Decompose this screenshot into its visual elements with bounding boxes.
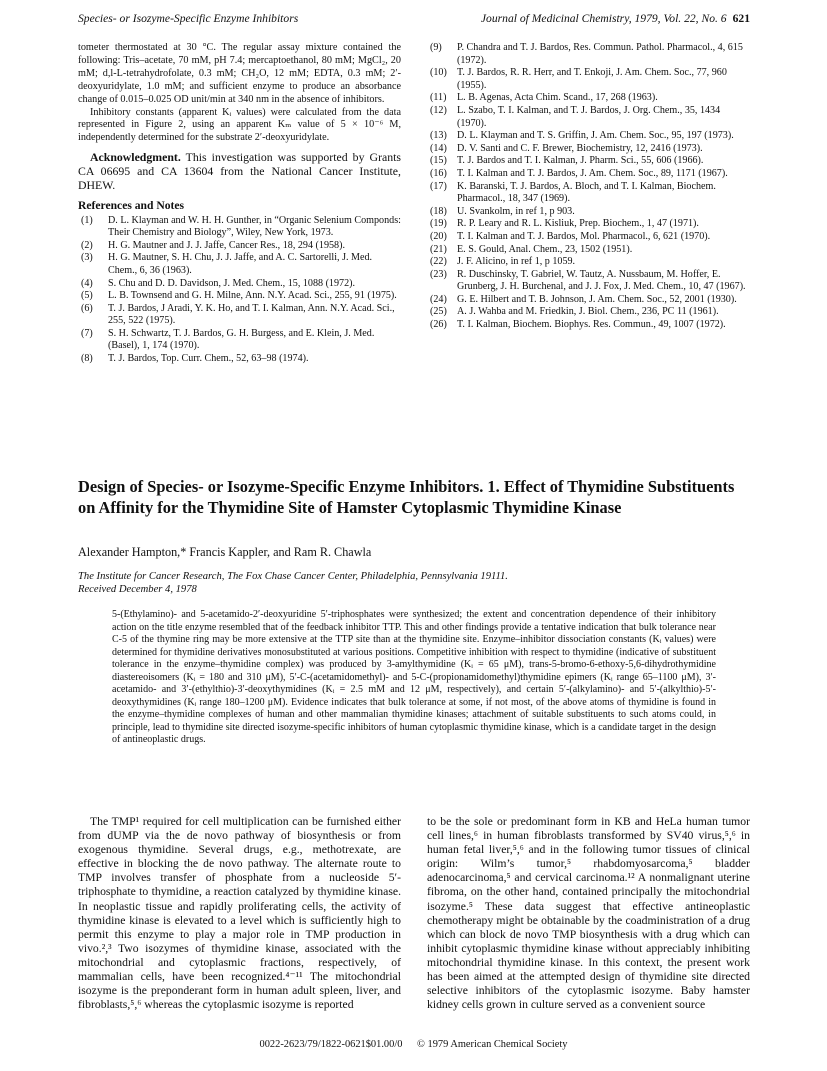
right-column (427, 42, 750, 332)
reference-number: (1) (81, 214, 93, 226)
reference-item (78, 290, 401, 303)
reference-text: S. Chu and D. D. Davidson, J. Med. Chem., 15, 1088 (1972). (108, 277, 356, 289)
inhibitory-constants-paragraph: Inhibitory constants (apparent Kᵢ values) were calculated from the data represented in Figure 2, using an apparent Kₘ value of 5 × 10⁻⁶ M, independently determined for the substrate 2′-deoxyuridylate. (78, 106, 401, 144)
reference-text: K. Baranski, T. J. Bardos, A. Bloch, and T. I. Kalman, Biochem. Pharmacol., 18, 347 (1969). (457, 180, 716, 205)
reference-text: T. J. Bardos, R. R. Herr, and T. Enkoji, J. Am. Chem. Soc., 77, 960 (1955). (457, 67, 727, 91)
reference-text: T. I. Kalman and T. J. Bardos, J. Am. Chem. Soc., 89, 1171 (1967). (457, 167, 728, 179)
reference-number: (17) (430, 180, 447, 192)
reference-number: (7) (81, 327, 93, 339)
article-code: 0022-2623/79/1822-0621$01.00/0 (259, 1039, 403, 1050)
reference-item (427, 319, 750, 332)
running-head-left: Species- or Isozyme-Specific Enzyme Inhibitors (78, 12, 299, 25)
methods-paragraph: tometer thermostated at 30 °C. The regular assay mixture contained the following: Tris–acetate, 70 mM, pH 7.4; mercaptoethanol, 80 mM; MgCl₂, 20 mM; d,l-L-tetrahydrofolate, 0.3 mM; CH₂O, 12 mM; EDTA, 0.3 mM; 2′-deoxyuridylate, 1.0 mM; and sufficient enzyme to produce an absorbance change of 0.015–0.025 OD unit/min at 340 nm in the absence of inhibitors. (78, 42, 401, 105)
reference-number: (15) (430, 155, 447, 167)
left-column (78, 42, 401, 366)
reference-text: T. J. Bardos, J Aradi, Y. K. Ho, and T. I. Kalman, Ann. N.Y. Acad. Sci., 255, 522 (1975). (108, 302, 395, 327)
reference-text: D. L. Klayman and W. H. H. Gunther, in “Organic Selenium Componds: Their Chemistry and Biology”, Wiley, New York, 1973. (108, 214, 401, 239)
references-list-right (427, 42, 750, 332)
reference-item (78, 353, 401, 366)
reference-text: T. I. Kalman and T. J. Bardos, Mol. Pharmacol., 6, 621 (1970). (457, 230, 711, 242)
reference-text: L. B. Agenas, Acta Chim. Scand., 17, 268 (1963). (457, 92, 658, 104)
acknowledgment-text: This investigation was supported by Grants CA 06695 and CA 13604 from the National Cancer Institute, DHEW. (78, 150, 401, 192)
reference-item (427, 67, 750, 92)
running-head-right (481, 12, 750, 25)
reference-item (78, 303, 401, 328)
reference-text: J. F. Alicino, in ref 1, p 1059. (457, 256, 576, 268)
reference-text: L. B. Townsend and G. H. Milne, Ann. N.Y. Acad. Sci., 255, 91 (1975). (108, 290, 397, 302)
reference-text: P. Chandra and T. J. Bardos, Res. Commun. Pathol. Pharmacol., 4, 615 (1972). (457, 42, 743, 66)
body-text-left: The TMP¹ required for cell multiplication can be furnished either from dUMP via the de novo pathway of biosynthesis or from exogenous thymidine. Several drugs, e.g., methotrexate, are effective in blocking the de novo pathway. The alternate route to TMP involves transfer of phosphate from a nucleoside 5′-triphosphate to thymidine, a reaction catalyzed by thymidine kinase. In neoplastic tissue and rapidly proliferating cells, the activity of thymidine kinase is elevated to a level which is sufficiently high to permit this enzyme to play a major role in TMP production in vivo.²,³ Two isozymes of thymidine kinase, associated with the mitochondrial and cytoplasmic fractions, respectively, of mammalian cells, have been recognized.⁴⁻¹¹ The mitochondrial isozyme is the preponderant form in human adult spleen, liver, and fibroblasts,⁵,⁶ whereas the cytoplasmic isozyme is reported (78, 815, 401, 1012)
reference-number: (11) (430, 92, 447, 104)
reference-item (427, 256, 750, 269)
reference-item (78, 215, 401, 240)
reference-number: (14) (430, 142, 447, 154)
reference-text: S. H. Schwartz, T. J. Bardos, G. H. Burgess, and E. Klein, J. Med. (Basel), 1, 174 (1970). (108, 327, 375, 352)
reference-item (427, 143, 750, 156)
reference-text: U. Svankolm, in ref 1, p 903. (457, 205, 575, 217)
reference-item (78, 328, 401, 353)
copyright: © 1979 American Chemical Society (417, 1039, 568, 1050)
acknowledgment (78, 151, 401, 192)
references-heading: References and Notes (78, 198, 185, 212)
reference-text: R. Duschinsky, T. Gabriel, W. Tautz, A. Nussbaum, M. Hoffer, E. Grunberg, J. H. Burchenal, and J. J. Fox, J. Med. Chem., 10, 47 (1967). (457, 268, 746, 293)
reference-number: (19) (430, 218, 447, 230)
reference-item (427, 294, 750, 307)
reference-number: (13) (430, 130, 447, 142)
reference-item (427, 269, 750, 294)
reference-number: (3) (81, 252, 93, 264)
journal-citation: Journal of Medicinal Chemistry, 1979, Vol. 22, No. 6 (480, 12, 727, 25)
reference-number: (22) (430, 256, 447, 268)
reference-item (427, 92, 750, 105)
article-authors: Alexander Hampton,* Francis Kappler, and Ram R. Chawla (78, 545, 372, 559)
reference-number: (16) (430, 167, 447, 179)
reference-number: (5) (81, 290, 93, 302)
reference-item (427, 105, 750, 130)
reference-text: T. J. Bardos, Top. Curr. Chem., 52, 63–98 (1974). (108, 353, 309, 365)
abstract: 5-(Ethylamino)- and 5-acetamido-2′-deoxyuridine 5′-triphosphates were synthesized; the extent and concentration dependence of their inhibitory action on the title enzyme resembled that of the feedback inhibitor TTP. This and other findings provide a tentative indication that bulk tolerance near C-5 of the thymine ring may be more extensive at the TTP site than at the thymidine site. Enzyme–inhibitor dissociation constants (Kᵢ values) were determined for thymidine derivatives monosubstituted at various positions. Competitive inhibition with respect to thymidine (indicative of substituent tolerance in the enzyme–thymidine complex) was produced by 3-amylthymidine (Kᵢ = 65 μM), trans-5-bromo-6-ethoxy-5,6-dihydrothymidine diastereoisomers (Kᵢ = 180 and 310 μM), 5′-C-(acetamidomethyl)- and 5-C-(propionamidomethyl)thymidine epimers (Kᵢ range 65–1100 μM), 3′-acetamido- and 3′-(ethylthio)-3′-deoxythymidines (Kᵢ = 2.5 mM and 12 μM, respectively), and certain 5′-(alkylamino)- and 5′-(alkylthio)-5′-deoxythymidines (Kᵢ range 180–1200 μM). Evidence indicates that bulk tolerance at some, if not most, of the above atoms of thymidine is found in the enzyme–thymidine complexes of human and other mammalian thymidine kinases; attachment of suitable substituents to such atoms could, in principle, lead to thymidine site directed isozyme-specific inhibitors of human cytoplasmic thymidine kinase, which is a candidate target in the design of antineoplastic drugs. (112, 609, 716, 746)
affiliation-text: The Institute for Cancer Research, The Fox Chase Cancer Center, Philadelphia, Pennsylvania 19111. (78, 571, 508, 582)
reference-number: (8) (81, 353, 93, 365)
reference-item (78, 278, 401, 291)
reference-number: (2) (81, 239, 93, 251)
reference-number: (4) (81, 277, 93, 289)
reference-text: T. J. Bardos and T. I. Kalman, J. Pharm. Sci., 55, 606 (1966). (457, 155, 704, 167)
reference-text: A. J. Wahba and M. Friedkin, J. Biol. Chem., 236, PC 11 (1961). (457, 306, 719, 318)
body-text-right: to be the sole or predominant form in KB and HeLa human tumor cell lines,⁶ in human fibroblasts transformed by SV40 virus,⁵,⁶ in human fetal liver,⁵,⁶ and in the following tumor tissues of clinical origin: Wilm’s tumor,⁵ rhabdomyosarcoma,⁵ bladder adenocarcinoma,⁵ and cervical carcinoma.¹² A nonmalignant uterine fibroma, on the other hand, contained principally the mitochondrial isozyme.⁵ These data suggest that effective antineoplastic chemotherapy might be obtainable by the coadministration of a drug which can block de novo TMP biosynthesis with a drug which can inhibit cytoplasmic thymidine kinase without appreciably inhibiting mitochondrial thymidine kinase. In this context, the present work has been aimed at the attempted design of thymidine site directed selective inhibitors of the cytoplasmic isozyme. Baby hamster kidney cells grown in culture served as a convenient source (427, 815, 750, 1012)
reference-item (427, 231, 750, 244)
reference-text: L. Szabo, T. I. Kalman, and T. J. Bardos, J. Org. Chem., 35, 1434 (1970). (457, 104, 721, 129)
reference-number: (23) (430, 268, 447, 280)
page-number: 621 (732, 12, 750, 25)
reference-text: E. S. Gould, Anal. Chem., 23, 1502 (1951). (457, 243, 633, 255)
article-affiliation (78, 571, 750, 597)
reference-item (78, 240, 401, 253)
reference-text: R. P. Leary and R. L. Kisliuk, Prep. Biochem., 1, 47 (1971). (457, 218, 699, 230)
reference-item (427, 155, 750, 168)
reference-number: (9) (430, 42, 442, 53)
reference-number: (25) (430, 306, 447, 318)
reference-text: T. I. Kalman, Biochem. Biophys. Res. Commun., 49, 1007 (1972). (457, 319, 726, 331)
reference-text: D. V. Santi and C. F. Brewer, Biochemistry, 12, 2416 (1973). (457, 142, 703, 154)
running-head (78, 12, 750, 28)
reference-item (427, 306, 750, 319)
reference-number: (18) (430, 205, 447, 217)
reference-item (427, 206, 750, 219)
reference-text: H. G. Mautner and J. J. Jaffe, Cancer Res., 18, 294 (1958). (108, 239, 345, 251)
reference-item (427, 130, 750, 143)
reference-number: (20) (430, 230, 447, 242)
reference-item (427, 244, 750, 257)
reference-number: (21) (430, 243, 447, 255)
reference-item (427, 168, 750, 181)
article-title: Design of Species- or Isozyme-Specific Enzyme Inhibitors. 1. Effect of Thymidine Substituents on Affinity for the Thymidine Site of Hamster Cytoplasmic Thymidine Kinase (78, 477, 735, 517)
received-date: Received December 4, 1978 (78, 583, 197, 595)
reference-number: (10) (430, 67, 447, 79)
reference-text: D. L. Klayman and T. S. Griffin, J. Am. Chem. Soc., 95, 197 (1973). (457, 130, 734, 142)
reference-number: (24) (430, 293, 447, 305)
reference-item (78, 252, 401, 277)
reference-item (427, 218, 750, 231)
page-footer (0, 1039, 827, 1050)
reference-item (427, 181, 750, 206)
reference-text: G. E. Hilbert and T. B. Johnson, J. Am. Chem. Soc., 52, 2001 (1930). (457, 293, 737, 305)
reference-number: (26) (430, 319, 447, 331)
reference-item (427, 42, 750, 67)
reference-number: (12) (430, 104, 447, 116)
acknowledgment-heading: Acknowledgment. (90, 150, 181, 165)
reference-text: H. G. Mautner, S. H. Chu, J. J. Jaffe, and A. C. Sartorelli, J. Med. Chem., 6, 36 (1963). (108, 252, 373, 276)
reference-number: (6) (81, 302, 93, 314)
references-list-left (78, 215, 401, 366)
